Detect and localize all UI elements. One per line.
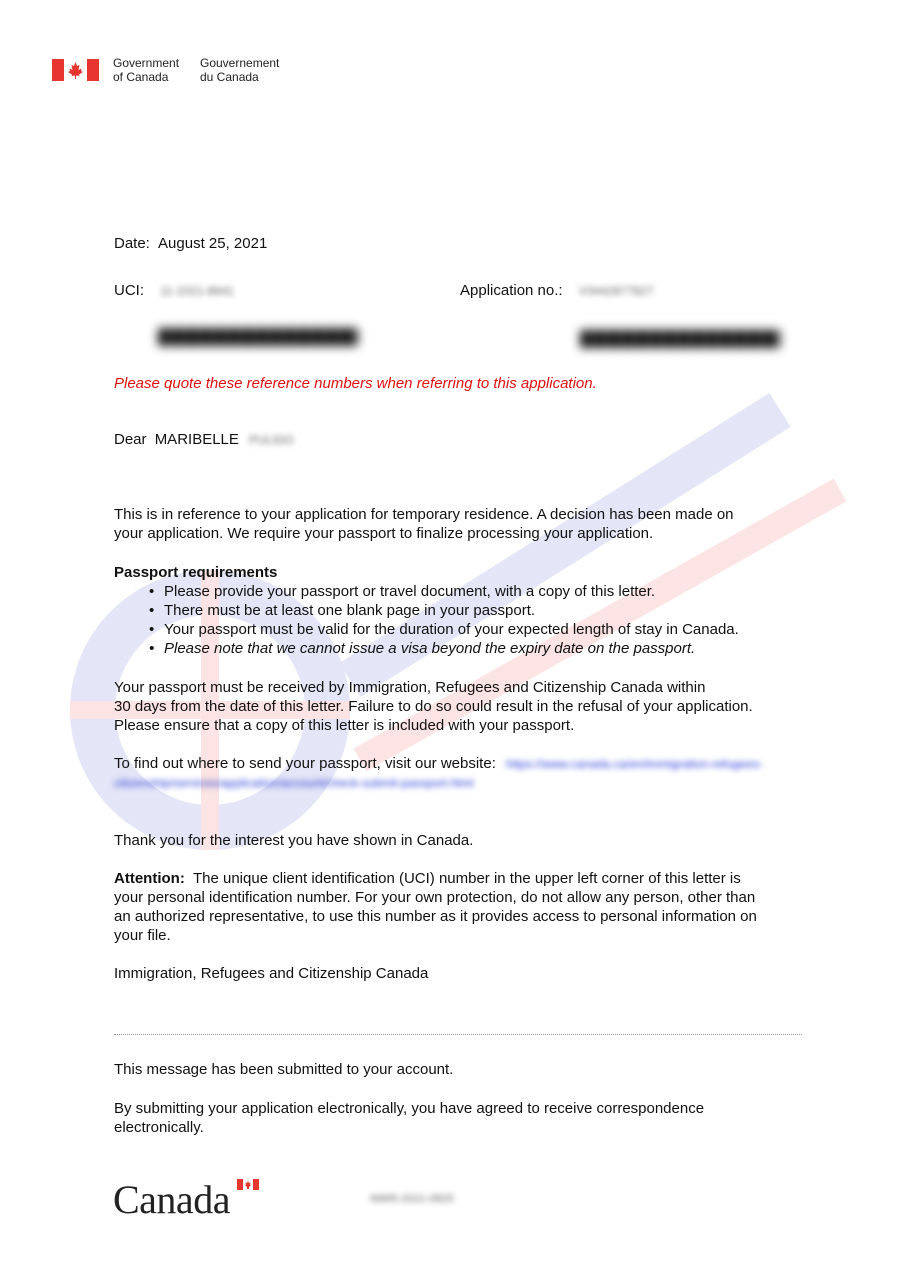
first-name: MARIBELLE: [154, 431, 239, 448]
attention-line: your file.: [114, 927, 171, 944]
website-link-part2[interactable]: citizenship/services/application/account/check-submit-passport.html: [114, 776, 474, 790]
attention-line: an authorized representative, to use this number as it provides access to personal information on: [114, 908, 757, 925]
last-name: PULIDO: [249, 433, 294, 447]
electronic-notice: [114, 1099, 704, 1137]
requirements-heading: Passport requirements: [114, 564, 278, 581]
uci-barcode-redacted: [158, 328, 358, 346]
dotted-divider: [114, 1034, 802, 1035]
application-label: Application no.:: [460, 282, 563, 299]
list-item: • Your passport must be valid for the duration of your expected length of stay in Canada.: [144, 620, 739, 639]
thanks-line: Thank you for the interest you have shown in Canada.: [114, 832, 474, 849]
gov-en-line2: of Canada: [113, 70, 169, 84]
requirements-list: [144, 582, 739, 658]
attention-label: Attention:: [114, 870, 185, 887]
gov-en-line1: Government: [113, 56, 180, 70]
gov-english-signature: [113, 56, 179, 84]
signature: Immigration, Refugees and Citizenship Canada: [114, 965, 429, 982]
application-barcode-redacted: [580, 330, 780, 348]
list-item: • Please provide your passport or travel document, with a copy of this letter.: [144, 582, 739, 601]
website-prefix: To find out where to send your passport, visit our website:: [114, 755, 496, 772]
canada-flag-icon: [52, 59, 99, 81]
wordmark-flag-icon: [237, 1179, 259, 1190]
date-label: Date:: [114, 235, 150, 252]
gov-french-signature: [200, 56, 279, 84]
website-link-part1[interactable]: https://www.canada.ca/en/immigration-refugees-: [506, 757, 763, 771]
receipt-line: Please ensure that a copy of this letter is included with your passport.: [114, 717, 575, 734]
application-row: [460, 281, 654, 301]
application-value: V3442877827: [578, 284, 654, 298]
list-item: • There must be at least one blank page in your passport.: [144, 601, 739, 620]
canada-wordmark: Canada: [113, 1177, 230, 1222]
date-value: August 25, 2021: [158, 235, 268, 252]
uci-row: [114, 281, 234, 301]
salutation: [114, 430, 294, 450]
website-row: [114, 754, 763, 774]
attention-line: your personal identification number. For your own protection, do not allow any person, other than: [114, 889, 756, 906]
attention-line: The unique client identification (UCI) number in the upper left corner of this letter is: [192, 870, 741, 887]
submitted-note: This message has been submitted to your account.: [114, 1061, 454, 1078]
attention-paragraph: [114, 869, 814, 945]
electronic-line: electronically.: [114, 1119, 204, 1136]
intro-paragraph: [114, 505, 734, 543]
reference-note: Please quote these reference numbers when referring to this application.: [114, 375, 597, 392]
receipt-paragraph: [114, 678, 753, 735]
list-item: • Please note that we cannot issue a visa beyond the expiry date on the passport.: [144, 639, 739, 658]
salutation-word: Dear: [114, 431, 147, 448]
electronic-line: By submitting your application electronically, you have agreed to receive correspondence: [114, 1100, 705, 1117]
gov-fr-line1: Gouvernement: [200, 56, 280, 70]
gov-fr-line2: du Canada: [200, 70, 259, 84]
receipt-line: Your passport must be received by Immigration, Refugees and Citizenship Canada within: [114, 679, 706, 696]
date-row: [114, 234, 267, 253]
document-code: IMM5-2021-0825: [370, 1193, 454, 1205]
receipt-line: 30 days from the date of this letter. Failure to do so could result in the refusal of your application.: [114, 698, 753, 715]
intro-line: your application. We require your passport to finalize processing your application.: [114, 525, 654, 542]
intro-line: This is in reference to your application for temporary residence. A decision has been made on: [114, 506, 734, 523]
uci-label: UCI:: [114, 282, 144, 299]
uci-value: 11-1021-8641: [160, 284, 235, 298]
